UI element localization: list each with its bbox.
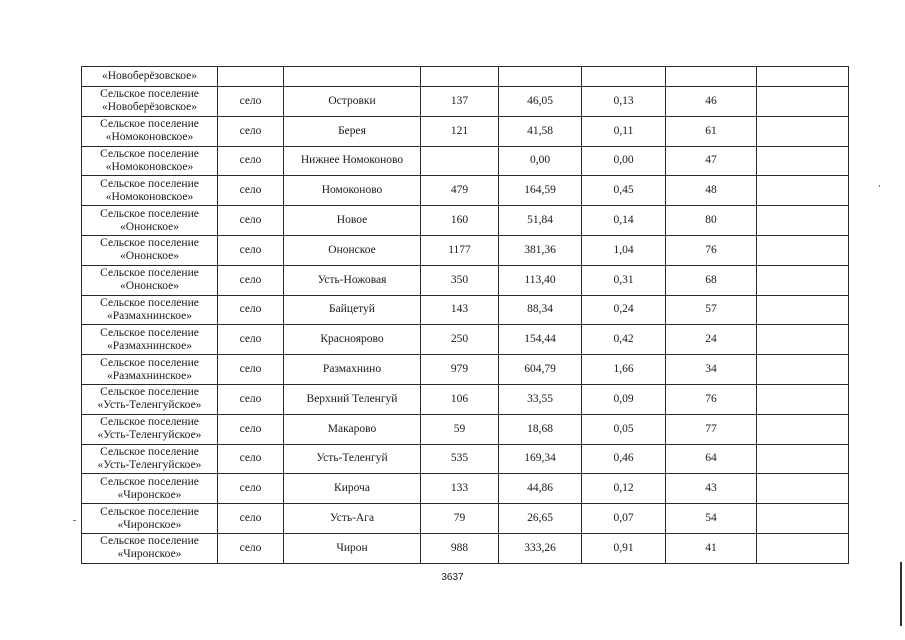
table-row — [82, 504, 849, 534]
table-row — [82, 474, 849, 504]
value-cell-5: 26,65 — [499, 504, 582, 534]
value-cell-4: 479 — [421, 176, 499, 206]
value-cell-4: 1177 — [421, 235, 499, 265]
settlement-line-2: «Размахнинское» — [107, 309, 192, 322]
settlement-cell — [82, 235, 218, 265]
locality-name-cell: Усть-Ага — [284, 504, 421, 534]
value-cell-6: 0,00 — [582, 146, 666, 176]
settlement-line-1: Сельское поселение — [100, 475, 199, 488]
value-cell-6: 0,07 — [582, 504, 666, 534]
value-cell-5: 154,44 — [499, 325, 582, 355]
settlement-line-1: Сельское поселение — [100, 207, 199, 220]
locality-name-cell: Новое — [284, 206, 421, 236]
settlement-cell — [82, 206, 218, 236]
locality-type-cell: село — [218, 176, 284, 206]
settlement-line-1: Сельское поселение — [100, 267, 199, 280]
table-row-continued — [82, 67, 849, 87]
value-cell-6: 1,04 — [582, 235, 666, 265]
settlement-cell — [82, 265, 218, 295]
value-cell-4: 250 — [421, 325, 499, 355]
settlement-cell — [82, 176, 218, 206]
value-cell-7: 57 — [666, 295, 757, 325]
value-cell-5: 18,68 — [499, 414, 582, 444]
value-cell-6: 0,24 — [582, 295, 666, 325]
table-row — [82, 206, 849, 236]
value-cell-5: 113,40 — [499, 265, 582, 295]
empty-cell — [499, 67, 582, 87]
settlement-cell — [82, 504, 218, 534]
settlement-line-1: Сельское поселение — [100, 296, 199, 309]
locality-type-cell: село — [218, 474, 284, 504]
locality-name-cell: Усть-Теленгуй — [284, 444, 421, 474]
settlement-line-1: Сельское поселение — [100, 356, 199, 369]
empty-cell — [582, 67, 666, 87]
settlement-line-2: «Размахнинское» — [107, 369, 192, 382]
locality-type-cell: село — [218, 235, 284, 265]
settlement-line-2: «Усть-Теленгуйское» — [97, 458, 202, 471]
value-cell-8 — [757, 116, 849, 146]
settlement-line-2: «Номоконовское» — [105, 190, 194, 203]
value-cell-6: 0,05 — [582, 414, 666, 444]
value-cell-5: 51,84 — [499, 206, 582, 236]
settlement-line-2: «Чиронское» — [117, 518, 182, 531]
locality-name-cell: Берея — [284, 116, 421, 146]
value-cell-6: 0,09 — [582, 384, 666, 414]
value-cell-4: 106 — [421, 384, 499, 414]
value-cell-7: 68 — [666, 265, 757, 295]
value-cell-4: 350 — [421, 265, 499, 295]
value-cell-8 — [757, 87, 849, 117]
settlement-line-2: «Номоконовское» — [105, 131, 194, 144]
value-cell-6: 0,11 — [582, 116, 666, 146]
value-cell-5: 46,05 — [499, 87, 582, 117]
scan-speck — [879, 185, 880, 187]
settlement-line-1: Сельское поселение — [100, 147, 199, 160]
settlement-line-1: Сельское поселение — [100, 535, 199, 548]
value-cell-4: 121 — [421, 116, 499, 146]
locality-name-cell: Чирон — [284, 533, 421, 563]
locality-name-cell: Номоконово — [284, 176, 421, 206]
locality-type-cell: село — [218, 325, 284, 355]
empty-cell — [218, 67, 284, 87]
value-cell-6: 0,14 — [582, 206, 666, 236]
value-cell-4 — [421, 146, 499, 176]
settlement-line-1: Сельское поселение — [100, 237, 199, 250]
value-cell-5: 88,34 — [499, 295, 582, 325]
value-cell-6: 0,45 — [582, 176, 666, 206]
value-cell-5: 604,79 — [499, 355, 582, 385]
locality-type-cell: село — [218, 295, 284, 325]
value-cell-8 — [757, 325, 849, 355]
settlements-table — [81, 66, 849, 564]
value-cell-8 — [757, 295, 849, 325]
settlement-line-1: Сельское поселение — [100, 505, 199, 518]
value-cell-4: 79 — [421, 504, 499, 534]
value-cell-7: 24 — [666, 325, 757, 355]
value-cell-7: 61 — [666, 116, 757, 146]
locality-name-cell: Нижнее Номоконово — [284, 146, 421, 176]
value-cell-7: 76 — [666, 384, 757, 414]
settlement-line-1: Сельское поселение — [100, 118, 199, 131]
settlement-cell — [82, 384, 218, 414]
value-cell-4: 535 — [421, 444, 499, 474]
table-row — [82, 533, 849, 563]
settlement-line-1: Сельское поселение — [100, 88, 199, 101]
settlement-line-2: «Усть-Теленгуйское» — [97, 399, 202, 412]
locality-type-cell: село — [218, 146, 284, 176]
value-cell-6: 0,12 — [582, 474, 666, 504]
locality-type-cell: село — [218, 355, 284, 385]
value-cell-7: 41 — [666, 533, 757, 563]
value-cell-7: 47 — [666, 146, 757, 176]
table-row — [82, 444, 849, 474]
value-cell-5: 381,36 — [499, 235, 582, 265]
table-row — [82, 265, 849, 295]
locality-name-cell: Байцетуй — [284, 295, 421, 325]
value-cell-7: 64 — [666, 444, 757, 474]
table-row — [82, 176, 849, 206]
value-cell-4: 143 — [421, 295, 499, 325]
table-row — [82, 384, 849, 414]
locality-type-cell: село — [218, 533, 284, 563]
value-cell-8 — [757, 384, 849, 414]
locality-name-cell: Кироча — [284, 474, 421, 504]
settlement-line-2: «Ононское» — [120, 220, 179, 233]
settlement-cell — [82, 533, 218, 563]
value-cell-7: 43 — [666, 474, 757, 504]
empty-cell — [284, 67, 421, 87]
value-cell-5: 333,26 — [499, 533, 582, 563]
settlement-line-2: «Чиронское» — [117, 488, 182, 501]
value-cell-6: 0,91 — [582, 533, 666, 563]
settlement-line-1: Сельское поселение — [100, 445, 199, 458]
settlement-cell — [82, 474, 218, 504]
value-cell-8 — [757, 504, 849, 534]
settlement-line-2: «Усть-Теленгуйское» — [97, 429, 202, 442]
settlement-line-1: Сельское поселение — [100, 177, 199, 190]
locality-name-cell: Островки — [284, 87, 421, 117]
value-cell-4: 979 — [421, 355, 499, 385]
table-row — [82, 116, 849, 146]
settlement-line-2: «Номоконовское» — [105, 160, 194, 173]
value-cell-8 — [757, 265, 849, 295]
settlement-line-2: «Ононское» — [120, 250, 179, 263]
table-row — [82, 355, 849, 385]
locality-type-cell: село — [218, 265, 284, 295]
value-cell-5: 33,55 — [499, 384, 582, 414]
table-row — [82, 295, 849, 325]
value-cell-4: 160 — [421, 206, 499, 236]
locality-type-cell: село — [218, 384, 284, 414]
settlement-cell — [82, 444, 218, 474]
table-row — [82, 414, 849, 444]
value-cell-8 — [757, 444, 849, 474]
settlement-cell — [82, 87, 218, 117]
value-cell-6: 0,46 — [582, 444, 666, 474]
value-cell-6: 0,31 — [582, 265, 666, 295]
empty-cell — [757, 67, 849, 87]
settlement-line-1: Сельское поселение — [100, 416, 199, 429]
settlement-line-1: Сельское поселение — [100, 326, 199, 339]
value-cell-8 — [757, 176, 849, 206]
value-cell-7: 34 — [666, 355, 757, 385]
locality-name-cell: Усть-Ножовая — [284, 265, 421, 295]
settlement-cell — [82, 146, 218, 176]
value-cell-6: 0,42 — [582, 325, 666, 355]
value-cell-4: 988 — [421, 533, 499, 563]
settlement-line-2: «Размахнинское» — [107, 339, 192, 352]
value-cell-5: 0,00 — [499, 146, 582, 176]
table-row — [82, 325, 849, 355]
locality-type-cell: село — [218, 116, 284, 146]
value-cell-8 — [757, 146, 849, 176]
value-cell-7: 54 — [666, 504, 757, 534]
locality-name-cell: Размахнино — [284, 355, 421, 385]
value-cell-6: 0,13 — [582, 87, 666, 117]
empty-cell — [421, 67, 499, 87]
value-cell-5: 164,59 — [499, 176, 582, 206]
locality-type-cell: село — [218, 444, 284, 474]
value-cell-4: 137 — [421, 87, 499, 117]
value-cell-8 — [757, 533, 849, 563]
locality-name-cell: Красноярово — [284, 325, 421, 355]
scan-speck — [73, 520, 76, 521]
value-cell-8 — [757, 474, 849, 504]
table-row — [82, 146, 849, 176]
scan-edge-mark — [900, 562, 902, 626]
value-cell-4: 133 — [421, 474, 499, 504]
table-row — [82, 87, 849, 117]
settlement-cell — [82, 325, 218, 355]
locality-type-cell: село — [218, 414, 284, 444]
value-cell-7: 80 — [666, 206, 757, 236]
settlement-line-2: «Новоберёзовское» — [101, 101, 197, 114]
locality-name-cell: Ононское — [284, 235, 421, 265]
settlement-cell — [82, 414, 218, 444]
locality-name-cell: Верхний Теленгуй — [284, 384, 421, 414]
table-row — [82, 235, 849, 265]
value-cell-8 — [757, 355, 849, 385]
value-cell-8 — [757, 414, 849, 444]
settlement-cell: «Новоберёзовское» — [82, 67, 218, 87]
locality-type-cell: село — [218, 504, 284, 534]
value-cell-7: 76 — [666, 235, 757, 265]
value-cell-5: 169,34 — [499, 444, 582, 474]
value-cell-6: 1,66 — [582, 355, 666, 385]
table-body — [82, 67, 849, 564]
page-number: 3637 — [441, 572, 464, 583]
value-cell-7: 48 — [666, 176, 757, 206]
value-cell-8 — [757, 235, 849, 265]
locality-type-cell: село — [218, 206, 284, 236]
value-cell-8 — [757, 206, 849, 236]
settlement-line-2: «Ононское» — [120, 280, 179, 293]
locality-type-cell: село — [218, 87, 284, 117]
value-cell-5: 44,86 — [499, 474, 582, 504]
value-cell-7: 46 — [666, 87, 757, 117]
value-cell-7: 77 — [666, 414, 757, 444]
settlement-line-2: «Чиронское» — [117, 548, 182, 561]
settlement-cell — [82, 355, 218, 385]
settlement-cell — [82, 295, 218, 325]
settlement-line-1: Сельское поселение — [100, 386, 199, 399]
locality-name-cell: Макарово — [284, 414, 421, 444]
value-cell-5: 41,58 — [499, 116, 582, 146]
value-cell-4: 59 — [421, 414, 499, 444]
settlement-cell — [82, 116, 218, 146]
empty-cell — [666, 67, 757, 87]
